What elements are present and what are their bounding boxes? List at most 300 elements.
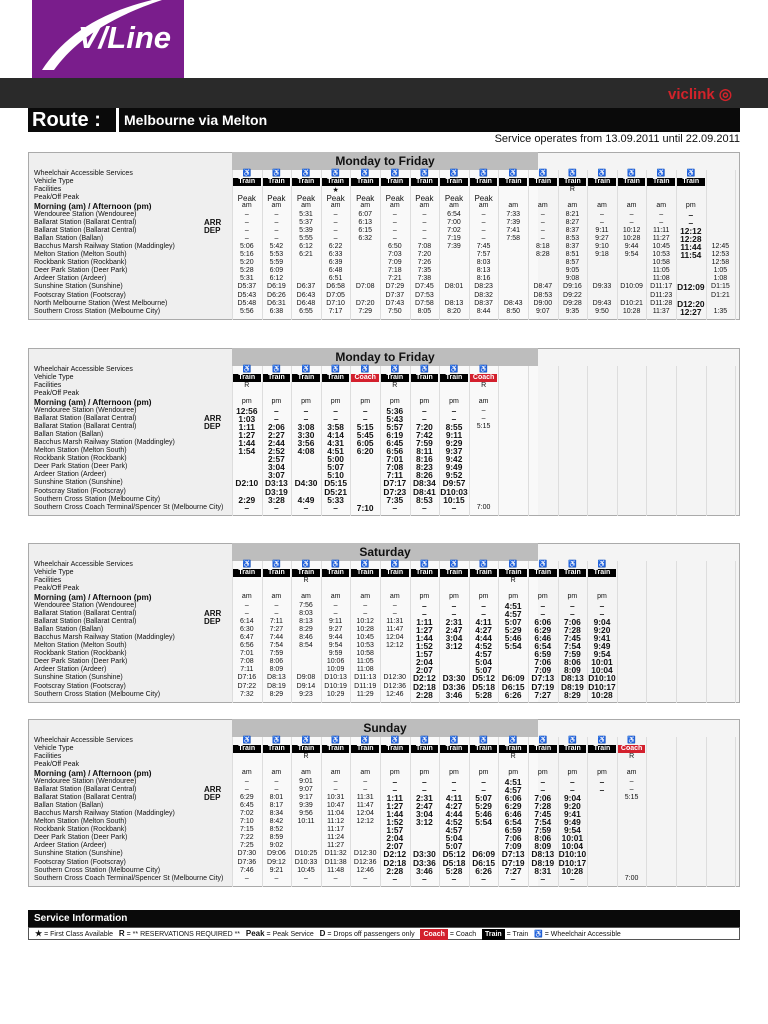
time-cell: 5:20 (239, 259, 254, 267)
ampm-cell: pm (449, 398, 459, 406)
time-cell: 2:31 (445, 616, 463, 627)
vehicle-tag: Train (233, 374, 261, 382)
station-name: Bacchus Marsh Railway Station (Maddingley) (34, 242, 175, 250)
time-cell: – (333, 405, 338, 416)
time-cell: D1:15 (711, 283, 730, 291)
ampm-cell: pm (449, 593, 459, 601)
wheelchair-icon: ♿ (301, 737, 311, 744)
time-cell: 7:21 (387, 275, 402, 283)
header (0, 0, 768, 78)
time-cell: D7:08 (355, 283, 375, 291)
time-cell: – (481, 218, 486, 226)
vehicle-tag: Coach (351, 374, 379, 382)
station-name: Melton Station (Melton South) (34, 447, 127, 454)
wheelchair-icon: ♿ (272, 561, 281, 568)
time-cell: 7:45 (534, 808, 552, 819)
time-cell: – (540, 226, 545, 234)
time-cell: 9:20 (564, 800, 581, 811)
time-cell: 7:20 (416, 421, 433, 432)
time-cell: 9:42 (445, 454, 463, 465)
station-name: Ballarat Station (Ballarat Central) (34, 226, 137, 234)
time-cell: 11:54 (680, 250, 702, 260)
wheelchair-icon: ♿ (597, 170, 607, 177)
time-cell: D8:53 (533, 291, 553, 299)
time-cell: D9:00 (533, 299, 553, 307)
time-cell: 5:15 (356, 421, 374, 432)
time-cell: – (540, 210, 545, 218)
time-cell: 9:11 (595, 226, 609, 234)
time-cell: 5:54 (475, 817, 492, 827)
time-cell: 6:55 (299, 307, 313, 315)
time-cell: 3:28 (268, 494, 285, 505)
legend-train-desc: = Train (506, 931, 529, 938)
time-cell: – (333, 601, 338, 609)
ampm-cell: pm (449, 769, 459, 777)
facility-cell: ★ (332, 187, 339, 195)
time-cell: 9:17 (299, 793, 313, 801)
time-cell: D6:48 (296, 299, 316, 307)
time-cell: D3:30 (412, 849, 436, 860)
station-name: Southern Cross Station (Melbourne City) (34, 307, 161, 315)
row-label-vehicle: Vehicle Type (34, 178, 74, 186)
station-name: Footscray Station (Footscray) (34, 682, 126, 690)
time-cell: – (333, 609, 338, 617)
time-cell: 6:32 (358, 234, 372, 242)
time-cell: 8:37 (565, 226, 580, 234)
time-cell: D7:16 (237, 674, 257, 682)
time-cell: 7:06 (534, 657, 552, 668)
ampm-cell: am (241, 202, 252, 210)
wheelchair-icon: ♿ (272, 366, 281, 373)
vehicle-tag: Train (470, 569, 498, 577)
column-divider (735, 561, 736, 703)
station-name: Footscray Station (Footscray) (34, 291, 126, 299)
time-cell: 6:12 (299, 242, 313, 250)
time-cell: D7:13 (501, 849, 525, 860)
time-cell: – (481, 226, 486, 234)
time-cell: 6:15 (358, 226, 372, 234)
station-name: Ballarat Station (Ballarat Central) (34, 218, 137, 226)
ampm-cell: pm (508, 769, 519, 777)
time-cell: 6:56 (386, 446, 404, 456)
time-cell: – (244, 777, 249, 785)
time-cell: – (422, 210, 427, 218)
time-cell: – (629, 210, 634, 218)
column-divider (676, 561, 677, 703)
time-cell: 10:53 (356, 642, 374, 649)
time-cell: – (599, 600, 605, 611)
wheelchair-icon: ♿ (656, 170, 666, 177)
time-cell: 9:41 (564, 808, 581, 819)
ampm-cell: pm (597, 593, 607, 601)
wheelchair-icon: ♿ (301, 170, 311, 177)
time-cell: 11:05 (356, 658, 374, 666)
time-cell: 9:01 (299, 777, 313, 785)
time-cell: 9:10 (595, 242, 609, 250)
time-cell: – (274, 234, 279, 242)
time-cell: – (303, 405, 309, 416)
time-cell: 11:27 (327, 842, 345, 850)
ampm-cell: am (330, 202, 341, 210)
time-cell: 5:15 (624, 793, 639, 801)
viclink-logo (668, 85, 732, 103)
time-cell: – (451, 873, 457, 884)
time-cell: 6:05 (356, 437, 374, 448)
row-label-facilities: Facilities (34, 753, 62, 761)
time-cell: 8:09 (534, 841, 552, 852)
ampm-cell: am (449, 202, 459, 210)
time-cell: 9:56 (299, 809, 313, 817)
time-cell: D8:19 (560, 681, 584, 692)
time-cell: 6:29 (504, 800, 522, 811)
time-cell: D3:19 (264, 486, 288, 497)
wheelchair-icon: ♿ (627, 737, 636, 744)
time-cell: 11:47 (356, 801, 374, 809)
time-cell: 6:19 (386, 429, 404, 440)
time-cell: D12:09 (677, 282, 705, 293)
time-cell: 8:53 (565, 234, 580, 242)
column-divider (676, 366, 677, 516)
wheelchair-icon: ♿ (568, 561, 577, 568)
ampm-cell: am (419, 202, 430, 210)
station-name: Bacchus Marsh Railway Station (Maddingley) (34, 809, 175, 817)
vehicle-tag: Train (499, 745, 527, 753)
time-cell: – (629, 218, 634, 226)
time-cell: 7:44 (269, 633, 284, 641)
time-cell: 7:32 (239, 690, 254, 698)
timetable-section (28, 348, 740, 516)
time-cell: 2:47 (445, 624, 463, 635)
time-cell: 5:31 (239, 275, 254, 283)
time-cell: D2:12 (383, 849, 407, 860)
ampm-cell: pm (419, 398, 430, 406)
row-label-peak: Peak/Off Peak (34, 194, 80, 202)
vehicle-tag: Train (588, 569, 616, 577)
time-cell: 5:37 (299, 218, 313, 226)
time-cell: D4:30 (294, 478, 318, 489)
time-cell: 1:27 (386, 800, 404, 811)
time-cell: D7:23 (383, 486, 407, 497)
time-cell: 10:04 (561, 841, 584, 852)
time-cell: 11:27 (652, 234, 670, 242)
wheelchair-icon: ♿ (538, 170, 548, 177)
time-cell: D9:28 (563, 299, 582, 307)
peak-cell: Peak (385, 194, 404, 204)
time-cell: 2:44 (268, 437, 285, 448)
time-cell: 2:27 (268, 429, 285, 440)
time-cell: 6:06 (534, 616, 552, 627)
column-divider (587, 737, 588, 887)
time-cell: D6:19 (267, 283, 286, 291)
time-cell: 8:23 (416, 462, 433, 473)
ampm-cell: pm (685, 202, 696, 210)
station-name: Bacchus Marsh Railway Station (Maddingley) (34, 633, 175, 641)
station-name: Melton Station (Melton South) (34, 642, 127, 649)
legend-d: D (319, 929, 326, 938)
time-cell: 10:58 (356, 650, 374, 658)
time-cell: 7:59 (564, 649, 581, 660)
ampm-cell: am (301, 202, 311, 210)
time-cell: 7:54 (564, 641, 581, 651)
time-cell: 12:12 (386, 642, 404, 649)
peak-cell: Peak (237, 194, 256, 204)
vehicle-tag: Train (440, 178, 468, 186)
station-name: Wendouree Station (Wendouree) (34, 777, 137, 785)
time-cell: – (422, 600, 427, 611)
column-divider (350, 170, 351, 320)
row-label-vehicle: Vehicle Type (34, 374, 74, 382)
vehicle-tag: Train (499, 569, 527, 577)
time-cell: 5:06 (239, 242, 254, 250)
time-cell: – (422, 234, 427, 242)
legend-peak-desc: = Peak Service (266, 931, 314, 938)
time-cell: 2:57 (268, 454, 285, 465)
time-cell: 5:43 (386, 413, 404, 424)
time-cell: D5:12 (442, 849, 466, 860)
facility-cell: R (303, 577, 309, 585)
time-cell: 6:07 (358, 210, 372, 218)
time-cell: 1:11 (416, 616, 433, 627)
time-cell: D2:10 (235, 478, 259, 489)
time-cell: D3:13 (264, 478, 288, 489)
time-cell: 7:06 (534, 792, 552, 803)
time-cell: D10:19 (324, 682, 347, 690)
station-name: Ballan Station (Ballan) (34, 801, 104, 809)
time-cell: 4:51 (504, 600, 522, 611)
time-cell: 9:08 (565, 275, 580, 283)
time-cell: D6:15 (501, 681, 525, 692)
time-cell: D12:30 (353, 850, 377, 858)
time-cell: – (274, 210, 279, 218)
ampm-cell: pm (241, 398, 252, 406)
vehicle-tag: Coach (618, 745, 646, 753)
time-cell: 10:45 (297, 866, 315, 874)
time-cell: D8:19 (267, 682, 286, 690)
ampm-cell: am (567, 202, 578, 210)
time-cell: D12:36 (383, 682, 407, 690)
ampm-cell: am (508, 202, 519, 210)
time-cell: – (422, 226, 427, 234)
time-cell: – (244, 601, 249, 609)
facility-cell: R (510, 577, 516, 585)
ampm-cell: am (537, 202, 548, 210)
time-cell: 6:51 (328, 275, 343, 283)
vehicle-tag: Train (233, 745, 261, 753)
ampm-cell: am (656, 202, 667, 210)
ampm-cell: am (241, 593, 252, 601)
time-cell: 7:46 (239, 866, 254, 874)
time-cell: D8:13 (560, 673, 584, 684)
column-divider (735, 737, 736, 887)
time-cell: 7:00 (624, 874, 639, 882)
vehicle-tag: Train (351, 178, 379, 186)
time-cell: D10:21 (620, 299, 643, 307)
column-divider (676, 737, 677, 887)
time-cell: 8:29 (269, 690, 284, 698)
station-name: Southern Cross Coach Terminal/Spencer St (Melbourne City) (34, 503, 224, 511)
time-cell: 7:20 (417, 251, 432, 258)
vehicle-tag: Train (322, 569, 350, 577)
row-label-facilities: Facilities (34, 382, 62, 390)
time-cell: 6:33 (328, 251, 343, 258)
time-cell: 1:11 (238, 421, 255, 432)
vehicle-tag: Train (322, 374, 350, 382)
time-cell: – (362, 405, 368, 416)
time-cell: 3:46 (445, 689, 463, 700)
time-cell: 8:20 (447, 307, 461, 315)
time-cell: – (659, 210, 664, 218)
time-cell: 6:09 (269, 267, 284, 275)
station-name: Rockbank Station (Rockbank) (34, 259, 127, 267)
wheelchair-icon: ♿ (272, 737, 281, 744)
time-cell: – (422, 218, 427, 226)
time-cell: – (244, 218, 249, 226)
time-cell: – (540, 776, 546, 787)
time-cell: 2:29 (238, 494, 256, 505)
wheelchair-icon: ♿ (420, 170, 429, 177)
time-cell: 5:00 (327, 454, 344, 465)
time-cell: 7:11 (269, 617, 283, 625)
time-cell: 6:12 (269, 275, 284, 283)
wheelchair-icon: ♿ (420, 561, 429, 568)
time-cell: 9:05 (565, 267, 580, 275)
facility-cell: R (510, 753, 516, 761)
time-cell: 4:57 (504, 608, 522, 619)
vehicle-tag: Train (588, 178, 616, 186)
time-cell: – (392, 784, 398, 795)
time-cell: – (481, 210, 486, 218)
time-cell: 6:54 (504, 817, 522, 827)
timetable-section (28, 543, 740, 703)
time-cell: D7:19 (501, 857, 525, 868)
time-cell: 1:27 (238, 429, 256, 440)
time-cell: – (333, 777, 338, 785)
time-cell: 7:17 (328, 307, 343, 315)
time-cell: 8:53 (416, 494, 433, 505)
peak-cell: Peak (267, 194, 286, 204)
time-cell: 3:46 (416, 865, 433, 876)
time-cell: 2:07 (386, 841, 404, 852)
wheelchair-icon: ♿ (449, 561, 459, 568)
time-cell: 8:46 (299, 633, 313, 641)
time-cell: 7:39 (506, 218, 520, 226)
time-cell: 10:29 (326, 690, 345, 698)
wheelchair-icon: ♿ (597, 561, 607, 568)
wheelchair-icon: ♿ (242, 561, 252, 568)
time-cell: 4:51 (327, 446, 344, 456)
time-cell: – (362, 413, 368, 424)
time-cell: 5:46 (475, 808, 492, 819)
time-cell: 8:37 (565, 242, 580, 250)
time-cell: 1:35 (713, 307, 728, 315)
time-cell: 7:10 (239, 818, 254, 825)
time-cell: 5:56 (239, 307, 254, 315)
time-cell: D10:25 (294, 850, 318, 858)
time-cell: 1:08 (713, 275, 728, 283)
time-cell: 6:45 (386, 437, 404, 448)
time-cell: 10:28 (622, 307, 641, 315)
time-cell: 9:54 (328, 642, 343, 649)
time-cell: – (600, 210, 604, 218)
station-name: Ardeer Station (Ardeer) (34, 471, 107, 479)
wheelchair-icon: ♿ (534, 931, 543, 938)
time-cell: 11:04 (327, 809, 345, 817)
time-cell: 9:20 (593, 624, 611, 635)
section-title: Monday to Friday (232, 152, 538, 170)
time-cell: – (244, 609, 249, 617)
time-cell: – (392, 218, 397, 226)
station-name: Wendouree Station (Wendouree) (34, 601, 137, 609)
time-cell: – (599, 608, 605, 619)
time-cell: D11:38 (324, 858, 347, 866)
time-cell: – (274, 874, 279, 882)
time-cell: D7:10 (326, 299, 345, 307)
time-cell: 5:53 (269, 251, 284, 258)
time-cell: 6:30 (239, 625, 254, 633)
column-divider (558, 366, 559, 516)
time-cell: 8:51 (565, 251, 580, 258)
ampm-cell: am (360, 593, 371, 601)
time-cell: 3:08 (297, 421, 315, 432)
time-cell: 5:07 (475, 792, 492, 803)
facility-cell: R (629, 753, 635, 761)
time-cell: 7:28 (564, 624, 581, 635)
time-cell: 4:27 (445, 800, 463, 811)
time-cell: 7:19 (447, 234, 461, 242)
station-name: Rockbank Station (Rockbank) (34, 826, 127, 834)
time-cell: 5:04 (445, 833, 463, 844)
dep-label: DEP (204, 421, 221, 431)
time-cell: D7:43 (385, 299, 405, 307)
wheelchair-icon: ♿ (538, 737, 548, 744)
wheelchair-icon: ♿ (390, 737, 400, 744)
time-cell: – (659, 218, 664, 226)
time-cell: – (540, 234, 545, 242)
vehicle-tag: Train (529, 745, 557, 753)
ampm-cell: am (360, 769, 371, 777)
column-divider (646, 366, 647, 516)
time-cell: 9:54 (624, 251, 639, 258)
time-cell: 7:35 (417, 267, 432, 275)
vehicle-tag: Train (381, 178, 409, 186)
time-cell: D10:10 (558, 849, 587, 860)
time-cell: 5:42 (269, 242, 284, 250)
time-cell: D6:43 (296, 291, 316, 299)
facility-cell: R (569, 186, 575, 194)
time-cell: D6:15 (472, 857, 495, 868)
time-cell: 7:59 (534, 825, 552, 836)
time-cell: 11:48 (327, 866, 345, 874)
time-cell: 5:07 (504, 616, 522, 627)
wheelchair-icon: ♿ (360, 366, 370, 373)
time-cell: 7:09 (387, 259, 402, 267)
dep-label: DEP (204, 792, 221, 802)
time-cell: D12:30 (383, 674, 407, 682)
time-cell: 8:29 (299, 625, 313, 633)
time-cell: D8:37 (474, 299, 493, 307)
time-cell: 7:27 (534, 689, 552, 700)
time-cell: 7:25 (239, 842, 254, 850)
time-cell: 7:10 (356, 502, 374, 513)
time-cell: 9:41 (593, 632, 611, 643)
row-label-facilities: Facilities (34, 577, 62, 585)
time-cell: 1:44 (416, 632, 433, 643)
time-cell: D8:32 (474, 291, 493, 299)
time-cell: 6:14 (239, 617, 254, 625)
time-cell: 4:52 (475, 641, 492, 651)
time-cell: 5:07 (475, 665, 492, 676)
wheelchair-icon: ♿ (360, 170, 370, 177)
